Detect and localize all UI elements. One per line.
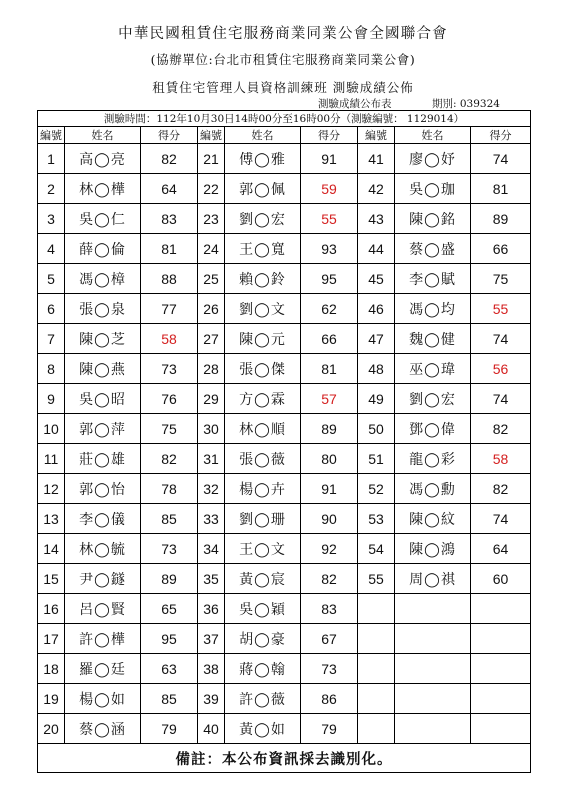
entry-score: 58 xyxy=(471,444,531,474)
entry-name: 劉◯珊 xyxy=(225,504,301,534)
entry-number: 25 xyxy=(198,264,225,294)
entry-score xyxy=(471,654,531,684)
entry-name: 薛◯倫 xyxy=(65,234,141,264)
entry-score: 76 xyxy=(141,384,198,414)
entry-name xyxy=(395,624,471,654)
entry-name: 賴◯鈴 xyxy=(225,264,301,294)
entry-name: 廖◯妤 xyxy=(395,144,471,174)
entry-number: 37 xyxy=(198,624,225,654)
entry-number: 33 xyxy=(198,504,225,534)
entry-name: 吳◯珈 xyxy=(395,174,471,204)
document-title: 中華民國租賃住宅服務商業同業公會全國聯合會 xyxy=(118,26,448,42)
entry-score: 78 xyxy=(141,474,198,504)
entry-name: 林◯樺 xyxy=(65,174,141,204)
entry-name: 傅◯雅 xyxy=(225,144,301,174)
entry-number: 46 xyxy=(358,294,395,324)
entry-score: 67 xyxy=(301,624,358,654)
table-row xyxy=(38,294,531,324)
column-header-number: 編號 xyxy=(198,127,225,144)
entry-score: 91 xyxy=(301,474,358,504)
entry-number: 27 xyxy=(198,324,225,354)
entry-name: 張◯泉 xyxy=(65,294,141,324)
entry-name: 吳◯穎 xyxy=(225,594,301,624)
entry-score: 81 xyxy=(141,234,198,264)
entry-name: 郭◯怡 xyxy=(65,474,141,504)
entry-score: 82 xyxy=(141,144,198,174)
entry-number: 24 xyxy=(198,234,225,264)
table-row xyxy=(38,714,531,744)
entry-score: 60 xyxy=(471,564,531,594)
table-row xyxy=(38,144,531,174)
entry-name: 鄧◯偉 xyxy=(395,414,471,444)
entry-name: 吳◯仁 xyxy=(65,204,141,234)
exam-time: 測驗時間：112年10月30日14時00分至16時00分（測驗編號： 1129014） xyxy=(38,111,531,127)
entry-score: 62 xyxy=(301,294,358,324)
entry-name: 羅◯廷 xyxy=(65,654,141,684)
entry-score: 79 xyxy=(301,714,358,744)
entry-number: 19 xyxy=(38,684,65,714)
entry-name xyxy=(395,714,471,744)
table-row xyxy=(38,324,531,354)
table-row xyxy=(38,624,531,654)
entry-score: 79 xyxy=(141,714,198,744)
entry-name: 楊◯卉 xyxy=(225,474,301,504)
entry-number xyxy=(358,654,395,684)
entry-name: 郭◯萍 xyxy=(65,414,141,444)
entry-number xyxy=(358,624,395,654)
entry-number: 16 xyxy=(38,594,65,624)
entry-name: 馮◯勳 xyxy=(395,474,471,504)
table-row xyxy=(38,384,531,414)
entry-number: 45 xyxy=(358,264,395,294)
course-title: 租賃住宅管理人員資格訓練班 測驗成績公佈 xyxy=(152,80,414,95)
entry-number: 26 xyxy=(198,294,225,324)
entry-score: 83 xyxy=(301,594,358,624)
entry-name: 李◯賦 xyxy=(395,264,471,294)
entry-name: 劉◯宏 xyxy=(225,204,301,234)
entry-score: 58 xyxy=(141,324,198,354)
table-header-row xyxy=(38,127,531,144)
entry-score: 92 xyxy=(301,534,358,564)
entry-score: 75 xyxy=(141,414,198,444)
entry-score xyxy=(471,684,531,714)
entry-score: 93 xyxy=(301,234,358,264)
entry-number: 51 xyxy=(358,444,395,474)
entry-number: 54 xyxy=(358,534,395,564)
entry-score: 82 xyxy=(471,474,531,504)
table-row xyxy=(38,594,531,624)
footer-note: 備註：本公布資訊採去識別化。 xyxy=(38,744,531,773)
entry-number: 2 xyxy=(38,174,65,204)
entry-number: 4 xyxy=(38,234,65,264)
entry-score: 91 xyxy=(301,144,358,174)
entry-number: 15 xyxy=(38,564,65,594)
entry-number: 1 xyxy=(38,144,65,174)
entry-score: 59 xyxy=(301,174,358,204)
entry-number: 50 xyxy=(358,414,395,444)
entry-score: 73 xyxy=(141,354,198,384)
entry-score: 89 xyxy=(301,414,358,444)
entry-number: 35 xyxy=(198,564,225,594)
entry-score: 82 xyxy=(141,444,198,474)
entry-score xyxy=(471,594,531,624)
entry-name: 張◯傑 xyxy=(225,354,301,384)
entry-name xyxy=(395,684,471,714)
entry-number: 13 xyxy=(38,504,65,534)
entry-number xyxy=(358,714,395,744)
entry-score: 73 xyxy=(301,654,358,684)
entry-number: 55 xyxy=(358,564,395,594)
entry-number: 10 xyxy=(38,414,65,444)
column-header-name: 姓名 xyxy=(395,127,471,144)
period-label: 期別: 039324 xyxy=(432,98,500,110)
column-header-number: 編號 xyxy=(38,127,65,144)
entry-name: 許◯薇 xyxy=(225,684,301,714)
entry-number: 36 xyxy=(198,594,225,624)
entry-number: 3 xyxy=(38,204,65,234)
entry-number: 31 xyxy=(198,444,225,474)
entry-score xyxy=(471,624,531,654)
entry-score: 85 xyxy=(141,684,198,714)
entry-score: 89 xyxy=(141,564,198,594)
entry-number: 49 xyxy=(358,384,395,414)
entry-number: 48 xyxy=(358,354,395,384)
entry-name xyxy=(395,594,471,624)
entry-name: 蔡◯盛 xyxy=(395,234,471,264)
entry-score: 74 xyxy=(471,324,531,354)
entry-name: 周◯祺 xyxy=(395,564,471,594)
entry-name: 楊◯如 xyxy=(65,684,141,714)
entry-name: 呂◯賢 xyxy=(65,594,141,624)
entry-name: 黃◯宸 xyxy=(225,564,301,594)
entry-score: 82 xyxy=(471,414,531,444)
column-header-name: 姓名 xyxy=(225,127,301,144)
entry-number xyxy=(358,594,395,624)
entry-number: 7 xyxy=(38,324,65,354)
entry-name: 莊◯雄 xyxy=(65,444,141,474)
entry-number: 32 xyxy=(198,474,225,504)
entry-name: 尹◯鐩 xyxy=(65,564,141,594)
entry-number: 11 xyxy=(38,444,65,474)
table-row xyxy=(38,654,531,684)
publish-label: 測驗成績公布表 xyxy=(318,98,392,110)
entry-name xyxy=(395,654,471,684)
entry-number: 12 xyxy=(38,474,65,504)
entry-score: 75 xyxy=(471,264,531,294)
table-row xyxy=(38,564,531,594)
entry-name: 張◯薇 xyxy=(225,444,301,474)
entry-score xyxy=(471,714,531,744)
score-table xyxy=(37,110,531,773)
footer-row xyxy=(38,744,531,773)
entry-name: 陳◯燕 xyxy=(65,354,141,384)
entry-number: 40 xyxy=(198,714,225,744)
column-header-score: 得分 xyxy=(301,127,358,144)
table-row xyxy=(38,474,531,504)
column-header-score: 得分 xyxy=(471,127,531,144)
entry-score: 81 xyxy=(471,174,531,204)
entry-number xyxy=(358,684,395,714)
entry-number: 9 xyxy=(38,384,65,414)
entry-number: 38 xyxy=(198,654,225,684)
entry-score: 73 xyxy=(141,534,198,564)
entry-number: 8 xyxy=(38,354,65,384)
entry-score: 66 xyxy=(471,234,531,264)
entry-number: 20 xyxy=(38,714,65,744)
entry-score: 74 xyxy=(471,504,531,534)
entry-name: 吳◯昭 xyxy=(65,384,141,414)
entry-score: 65 xyxy=(141,594,198,624)
entry-number: 41 xyxy=(358,144,395,174)
entry-score: 85 xyxy=(141,504,198,534)
entry-score: 88 xyxy=(141,264,198,294)
entry-name: 馮◯均 xyxy=(395,294,471,324)
entry-name: 林◯順 xyxy=(225,414,301,444)
entry-name: 陳◯芝 xyxy=(65,324,141,354)
entry-name: 劉◯文 xyxy=(225,294,301,324)
table-row xyxy=(38,684,531,714)
entry-number: 34 xyxy=(198,534,225,564)
entry-score: 66 xyxy=(301,324,358,354)
table-row xyxy=(38,174,531,204)
entry-name: 郭◯佩 xyxy=(225,174,301,204)
entry-name: 陳◯銘 xyxy=(395,204,471,234)
entry-number: 6 xyxy=(38,294,65,324)
table-row xyxy=(38,534,531,564)
table-row xyxy=(38,234,531,264)
entry-number: 39 xyxy=(198,684,225,714)
entry-name: 陳◯元 xyxy=(225,324,301,354)
entry-number: 52 xyxy=(358,474,395,504)
column-header-name: 姓名 xyxy=(65,127,141,144)
entry-name: 馮◯樟 xyxy=(65,264,141,294)
table-row xyxy=(38,354,531,384)
entry-name: 巫◯瑋 xyxy=(395,354,471,384)
entry-name: 王◯文 xyxy=(225,534,301,564)
entry-score: 82 xyxy=(301,564,358,594)
entry-score: 64 xyxy=(141,174,198,204)
table-row xyxy=(38,414,531,444)
entry-name: 龍◯彩 xyxy=(395,444,471,474)
entry-name: 蔡◯涵 xyxy=(65,714,141,744)
entry-score: 74 xyxy=(471,144,531,174)
entry-score: 64 xyxy=(471,534,531,564)
entry-number: 42 xyxy=(358,174,395,204)
entry-name: 黃◯如 xyxy=(225,714,301,744)
entry-number: 43 xyxy=(358,204,395,234)
entry-score: 83 xyxy=(141,204,198,234)
entry-score: 89 xyxy=(471,204,531,234)
entry-score: 95 xyxy=(301,264,358,294)
table-row xyxy=(38,204,531,234)
entry-number: 14 xyxy=(38,534,65,564)
entry-number: 18 xyxy=(38,654,65,684)
table-row xyxy=(38,264,531,294)
entry-name: 王◯寬 xyxy=(225,234,301,264)
table-row xyxy=(38,444,531,474)
entry-score: 57 xyxy=(301,384,358,414)
column-header-number: 編號 xyxy=(358,127,395,144)
table-row xyxy=(38,504,531,534)
entry-name: 蔣◯翰 xyxy=(225,654,301,684)
entry-score: 55 xyxy=(471,294,531,324)
entry-number: 21 xyxy=(198,144,225,174)
entry-number: 17 xyxy=(38,624,65,654)
entry-number: 30 xyxy=(198,414,225,444)
entry-score: 74 xyxy=(471,384,531,414)
co-organizer-line: (協辦單位:台北市租賃住宅服務商業同業公會) xyxy=(150,52,416,67)
entry-number: 28 xyxy=(198,354,225,384)
entry-number: 5 xyxy=(38,264,65,294)
entry-number: 22 xyxy=(198,174,225,204)
entry-number: 44 xyxy=(358,234,395,264)
entry-name: 陳◯鴻 xyxy=(395,534,471,564)
exam-time-row xyxy=(38,111,531,127)
entry-name: 陳◯紋 xyxy=(395,504,471,534)
entry-name: 魏◯健 xyxy=(395,324,471,354)
entry-name: 劉◯宏 xyxy=(395,384,471,414)
entry-score: 90 xyxy=(301,504,358,534)
entry-score: 63 xyxy=(141,654,198,684)
entry-score: 77 xyxy=(141,294,198,324)
entry-name: 許◯樺 xyxy=(65,624,141,654)
column-header-score: 得分 xyxy=(141,127,198,144)
entry-name: 林◯毓 xyxy=(65,534,141,564)
entry-score: 95 xyxy=(141,624,198,654)
entry-number: 47 xyxy=(358,324,395,354)
entry-name: 高◯亮 xyxy=(65,144,141,174)
entry-name: 方◯霖 xyxy=(225,384,301,414)
entry-number: 23 xyxy=(198,204,225,234)
entry-score: 81 xyxy=(301,354,358,384)
entry-score: 55 xyxy=(301,204,358,234)
entry-name: 胡◯豪 xyxy=(225,624,301,654)
entry-score: 86 xyxy=(301,684,358,714)
entry-number: 53 xyxy=(358,504,395,534)
entry-score: 80 xyxy=(301,444,358,474)
entry-score: 56 xyxy=(471,354,531,384)
entry-name: 李◯儀 xyxy=(65,504,141,534)
entry-number: 29 xyxy=(198,384,225,414)
